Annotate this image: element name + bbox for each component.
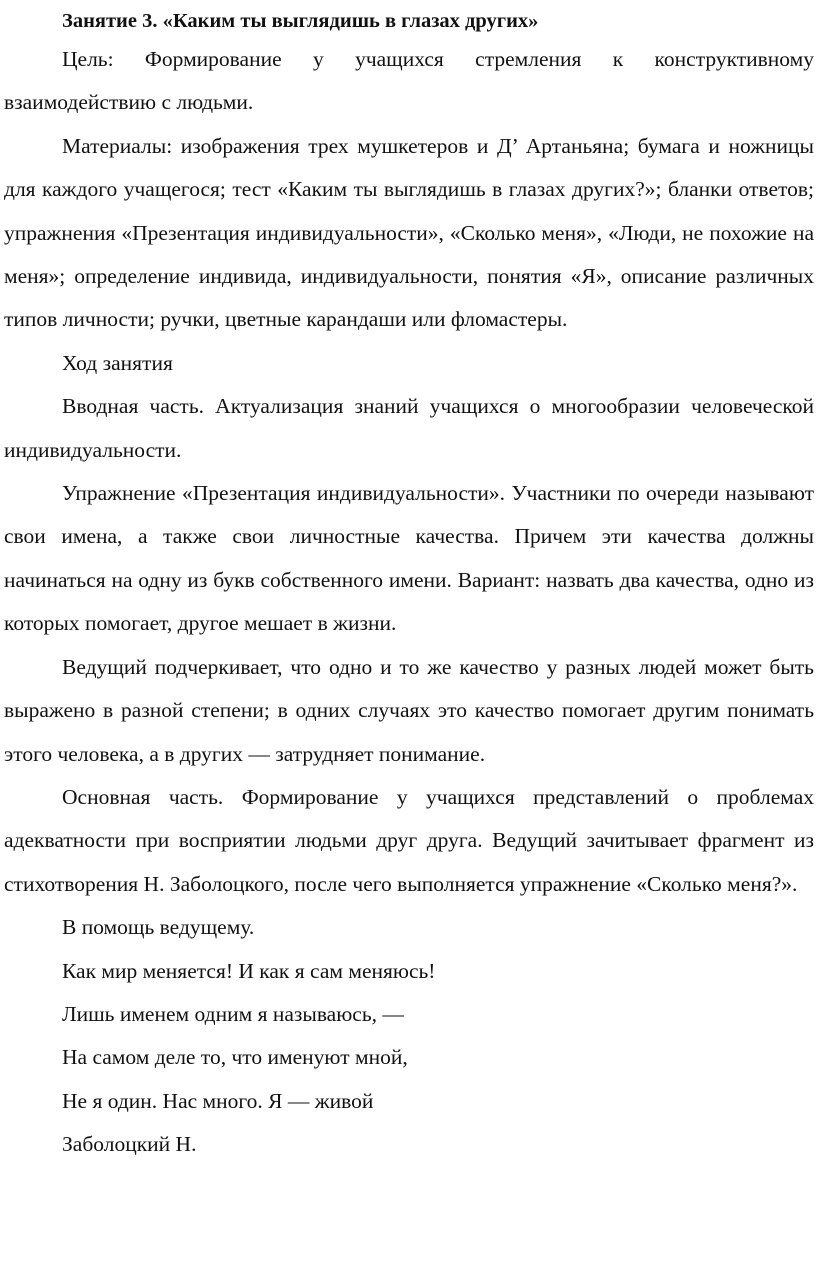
poem-author: Заболоцкий Н. [62, 1132, 197, 1157]
poem-line-1: Как мир меняется! И как я сам меняюсь! [62, 958, 436, 983]
poem-line-4: Не я один. Нас много. Я — живой [62, 1088, 374, 1113]
document-page [4, 0, 814, 1167]
poem-line-2: Лишь именем одним я называюсь, — [62, 1001, 404, 1026]
lesson-progress-heading: Ход занятия [62, 350, 173, 375]
goal-paragraph: Цель: Формирование у учащихся стремления к конструктивному взаимодействию с людьми. [4, 47, 814, 115]
poem-line-3: На самом деле то, что именуют мной, [62, 1045, 408, 1070]
leader-help-line: В помощь ведущему. [62, 915, 255, 940]
exercise-presentation-paragraph: Упражнение «Презентация индивидуальности». Участники по очереди называют свои имена, а также свои личностные качества. Причем эти качества должны начинаться на одну из букв собственного имени. Вариант: назвать два качества, одно из которых помогает, другое мешает в жизни. [4, 481, 814, 636]
lesson-title: Занятие 3. «Каким ты выглядишь в глазах других» [62, 10, 539, 32]
intro-part-paragraph: Вводная часть. Актуализация знаний учащихся о многообразии человеческой индивидуальности. [4, 394, 814, 462]
main-part-paragraph: Основная часть. Формирование у учащихся представлений о проблемах адекватности при восприятии людьми друг друга. Ведущий зачитывает фрагмент из стихотворения Н. Заболоцкого, после чего выполняется упражнение «Сколько меня?». [4, 784, 814, 896]
leader-emphasis-paragraph: Ведущий подчеркивает, что одно и то же качество у разных людей может быть выражено в разной степени; в одних случаях это качество помогает другим понимать этого человека, а в других — затрудняет понимание. [4, 654, 814, 766]
materials-paragraph: Материалы: изображения трех мушкетеров и Д’ Артаньяна; бумага и ножницы для каждого учащегося; тест «Каким ты выглядишь в глазах других?»; бланки ответов; упражнения «Презентация индивидуальности», «Сколько меня», «Люди, не похожие на меня»; определение индивида, индивидуальности, понятия «Я», описание различных типов личности; ручки, цветные карандаши или фломастеры. [4, 133, 814, 332]
